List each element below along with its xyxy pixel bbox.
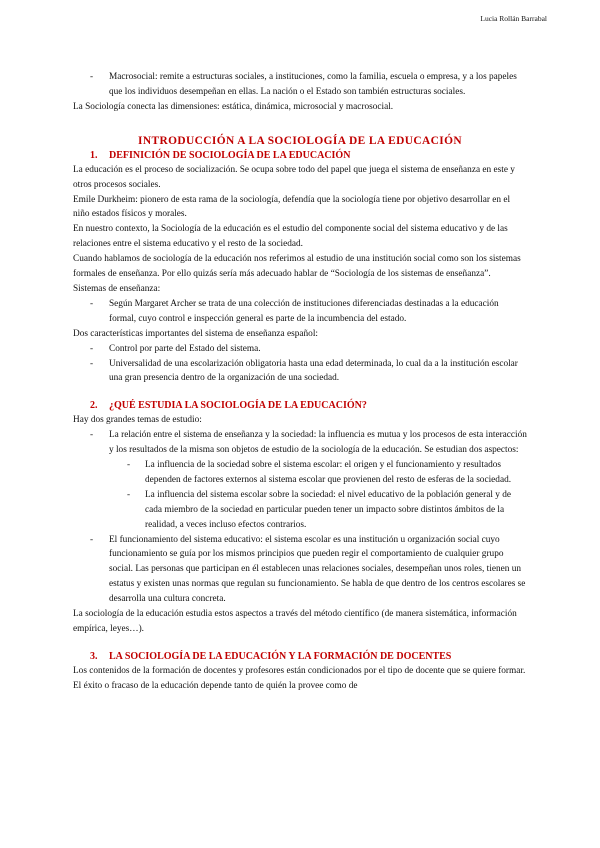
paragraph: Hay dos grandes temas de estudio: [73,415,202,426]
paragraph: Los contenidos de la formación de docentes y profesores están condicionados por el tipo de docente que se quiere formar. El éxito o fracaso de la educación depende tanto de quién la provee como de [73,665,526,691]
section-title: LA SOCIOLOGÍA DE LA EDUCACIÓN Y LA FORMACIÓN DE DOCENTES [109,650,452,662]
paragraph: La sociología de la educación estudia estos aspectos a través del método científico (de manera sistemática, información empírica, leyes…). [73,609,517,634]
paragraph: En nuestro contexto, la Sociología de la educación es el estudio del componente social del sistema educativo y de las relaciones entre el sistema educativo y el resto de la sociedad. [73,224,508,250]
paragraph: La educación es el proceso de socialización. Se ocupa sobre todo del papel que juega el sistema de enseñanza en este y otros procesos sociales. [73,164,515,190]
section-3-heading [73,649,527,664]
paragraph: Sistemas de enseñanza: [73,283,161,294]
paragraph: Cuando hablamos de sociología de la educación nos referimos al estudio de una institución social como son los sistemas formales de enseñanza. Por ello quizás sería más adecuado hablar de “Sociología de los sistemas de enseñanza”. [73,254,521,280]
section-2-heading [73,398,527,413]
list-item: - Según Margaret Archer se trata de una colección de instituciones diferenciadas destinadas a la educación formal, cuyo control e inspección general es parte de la incumbencia del estado. [73,297,527,327]
section-number: 1. [90,149,98,161]
paragraph: Emile Durkheim: pionero de esta rama de la sociología, defendía que la sociología tiene por objetivo desarrollar en el niño estados físicos y morales. [73,194,511,220]
section-1-heading [73,148,527,163]
section-number: 3. [90,650,98,662]
list-item: - Control por parte del Estado del sistema. [73,342,527,357]
author-name: Lucia Rollán Barrabal [480,14,547,23]
paragraph: La Sociología conecta las dimensiones: estática, dinámica, microsocial y macrosocial. [73,101,394,112]
section-number: 2. [90,400,98,412]
paragraph: Dos características importantes del sistema de enseñanza español: [73,328,318,339]
section-title: DEFINICIÓN DE SOCIOLOGÍA DE LA EDUCACIÓN [109,149,351,161]
list-item-macrosocial: - Macrosocial: remite a estructuras sociales, a instituciones, como la familia, escuela o empresa, y a los papeles que los individuos desempeñan en ellas. La nación o el Estado son también estructuras sociales. [73,70,527,100]
document-body [73,70,527,694]
list-item: - La relación entre el sistema de enseñanza y la sociedad: la influencia es mutua y los procesos de esta interacción y los resultados de la misma son objetos de estudio de la sociología de la educación. Se estudian dos aspectos: [73,428,527,458]
list-item: - El funcionamiento del sistema educativo: el sistema escolar es una institución u organización social cuyo funcionamiento se guía por los mismos principios que pueden regir el comportamiento de cualquier grupo social. Las personas que participan en él establecen unas relaciones sociales, desempeñan unos roles, tienen un estatus y existen unas normas que regulan su funcionamiento. Se habla de que dentro de los centros escolares se desarrolla una cultura concreta. [73,533,527,608]
sub-list-item: - La influencia de la sociedad sobre el sistema escolar: el origen y el funcionamiento y resultados dependen de factores externos al sistema escolar que provienen del resto de esferas de la sociedad. [73,458,527,488]
main-title: INTRODUCCIÓN A LA SOCIOLOGÍA DE LA EDUCACIÓN [138,134,462,147]
section-title: ¿QUÉ ESTUDIA LA SOCIOLOGÍA DE LA EDUCACIÓN? [109,400,367,412]
sub-list-item: - La influencia del sistema escolar sobre la sociedad: el nivel educativo de la población general y de cada miembro de la sociedad en particular pueden tener un impacto sobre distintos ámbitos de la realidad, a veces incluso efectos contrarios. [73,488,527,533]
list-item: - Universalidad de una escolarización obligatoria hasta una edad determinada, lo cual da a la institución escolar una gran presencia dentro de la organización de una sociedad. [73,357,527,387]
